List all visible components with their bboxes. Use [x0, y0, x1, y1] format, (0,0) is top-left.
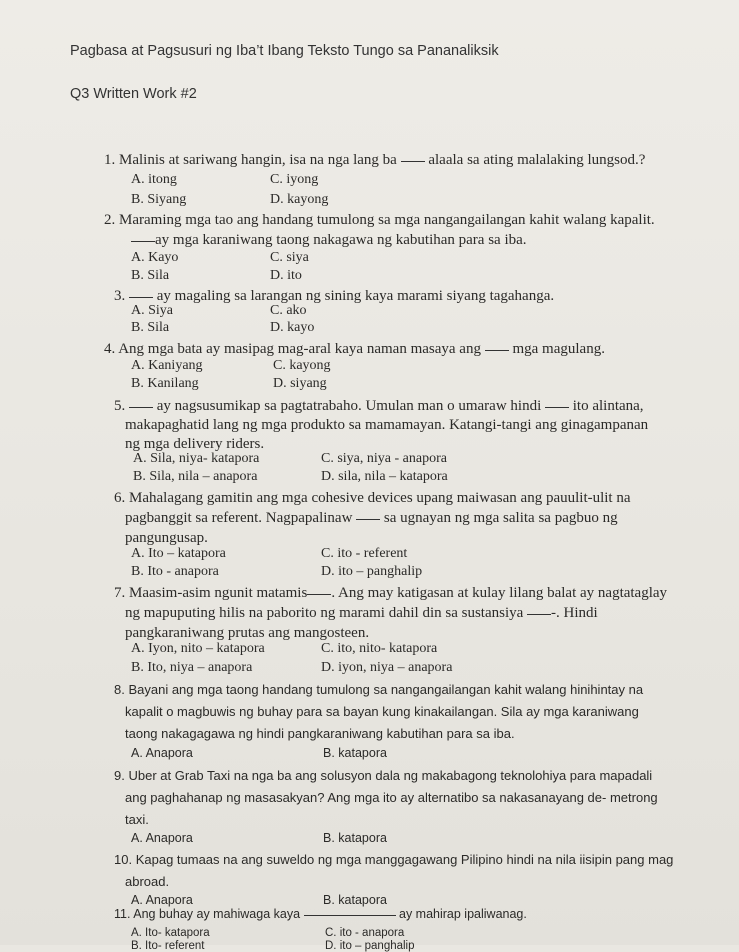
- question-6: [114, 488, 704, 508]
- question-2-line2: [131, 230, 691, 250]
- option-c: C. kayong: [273, 358, 331, 373]
- question-text: Malinis at sariwang hangin, isa na nga lang ba: [119, 152, 397, 168]
- question-text: ito alintana,: [572, 398, 644, 414]
- option-c: C. ito, nito- katapora: [321, 641, 438, 656]
- option-a: A. Siya: [131, 303, 173, 318]
- option-d: D. sila, nila – katapora: [321, 469, 448, 484]
- question-1: [104, 150, 694, 170]
- option-b: B. Ito, niya – anapora: [131, 660, 253, 675]
- question-7-line2: [125, 603, 705, 623]
- question-text: Ang buhay ay mahiwaga kaya: [133, 907, 301, 921]
- question-text: Maasim-asim ngunit matamis: [129, 585, 308, 601]
- option-d: D. ito – panghalip: [321, 564, 423, 579]
- option-c: C. ako: [270, 303, 307, 318]
- answer-blank: [545, 406, 569, 408]
- question-3: [114, 286, 704, 306]
- answer-blank: [356, 518, 380, 520]
- question-9-line3: taxi.: [125, 812, 149, 827]
- option-c: C. iyong: [270, 172, 319, 187]
- question-5-line3: ng mga delivery riders.: [125, 436, 265, 452]
- answer-blank: [304, 914, 396, 916]
- question-text: ay magaling sa larangan ng sining kaya marami siyang tagahanga.: [156, 288, 555, 304]
- answer-blank: [129, 296, 153, 298]
- option-d: D. iyon, niya – anapora: [321, 660, 453, 675]
- question-number: 11.: [114, 907, 131, 921]
- option-b: B. katapora: [323, 831, 387, 845]
- question-text: Uber at Grab Taxi na nga ba ang solusyon dala ng makabagong teknolohiya para mapadali: [128, 768, 653, 783]
- option-a: A. Kayo: [131, 250, 179, 265]
- question-number: 2.: [104, 212, 116, 228]
- question-4: [104, 339, 694, 359]
- question-8: [114, 679, 714, 701]
- option-a: A. Iyon, nito – katapora: [131, 641, 265, 656]
- question-number: 6.: [114, 490, 126, 506]
- option-b: B. Ito - anapora: [131, 564, 219, 579]
- question-number: 9.: [114, 768, 125, 783]
- question-number: 7.: [114, 585, 126, 601]
- question-8-line2: kapalit o magbuwis ng buhay para sa bayan kung kinakailangan. Sila ay mga karaniwang: [125, 704, 639, 719]
- question-9-line2: ang paghahanap ng masasakyan? Ang mga ito ay alternatibo sa nakasanayang de- metrong: [125, 790, 658, 805]
- page-title: Pagbasa at Pagsusuri ng Iba’t Ibang Teksto Tungo sa Pananaliksik: [70, 43, 499, 59]
- option-b: B. Sila: [131, 320, 170, 335]
- option-b: B. Ito- referent: [131, 940, 205, 952]
- option-a: A. Sila, niya- katapora: [133, 451, 260, 466]
- question-5-line2: makapaghatid lang ng mga produkto sa mamamayan. Katangi-tangi ang ginagampanan: [125, 417, 649, 433]
- question-number: 8.: [114, 682, 125, 697]
- question-5: [114, 396, 704, 416]
- question-7-line3: pangkaraniwang prutas ang mangosteen.: [125, 625, 370, 641]
- option-a: A. Anapora: [131, 893, 193, 907]
- option-c: C. siya: [270, 250, 309, 265]
- option-b: B. katapora: [323, 746, 387, 760]
- option-a: A. Ito- katapora: [131, 927, 210, 939]
- answer-blank: [401, 160, 425, 162]
- option-d: D. kayong: [270, 192, 329, 207]
- page-subtitle: Q3 Written Work #2: [70, 86, 197, 102]
- question-11: [114, 905, 714, 923]
- option-a: A. Anapora: [131, 831, 193, 845]
- question-10-line2: abroad.: [125, 874, 170, 889]
- question-number: 1.: [104, 152, 116, 168]
- option-b: B. katapora: [323, 893, 387, 907]
- question-text: ay mga karaniwang taong nakagawa ng kabutihan para sa iba.: [155, 232, 527, 248]
- question-10: [114, 849, 714, 871]
- answer-blank: [131, 240, 155, 242]
- answer-blank: [307, 593, 331, 595]
- question-text: . Ang may katigasan at kulay lilang balat ay nagtataglay: [331, 585, 668, 601]
- question-number: 5.: [114, 398, 126, 414]
- answer-blank: [527, 613, 551, 615]
- question-text: alaala sa ating malalaking lungsod.?: [428, 152, 646, 168]
- question-8-line3: taong nakagagawa ng hindi pangkaraniwang kabutihan para sa iba.: [125, 726, 515, 741]
- question-6-line3: pangungusap.: [125, 530, 208, 546]
- option-d: D. kayo: [270, 320, 315, 335]
- option-b: B. Kanilang: [131, 376, 199, 391]
- question-text: Mahalagang gamitin ang mga cohesive devices upang maiwasan ang pauulit-ulit na: [129, 490, 631, 506]
- option-a: A. Ito – katapora: [131, 546, 226, 561]
- question-text: ay nagsusumikap sa pagtatrabaho. Umulan man o umaraw hindi: [156, 398, 542, 414]
- option-a: A. Anapora: [131, 746, 193, 760]
- question-number: 4.: [104, 341, 116, 357]
- answer-blank: [485, 349, 509, 351]
- question-text: Ang mga bata ay masipag mag-aral kaya naman masaya ang: [118, 341, 481, 357]
- question-text: ay mahirap ipaliwanag.: [399, 907, 527, 921]
- question-text: mga magulang.: [512, 341, 605, 357]
- option-b: B. Siyang: [131, 192, 187, 207]
- option-a: A. itong: [131, 172, 177, 187]
- question-text: ng mapuputing hilis na paborito ng marami dahil din sa sustansiya: [125, 605, 524, 621]
- question-2: [104, 210, 694, 230]
- option-c: C. siya, niya - anapora: [321, 451, 447, 466]
- question-number: 3.: [114, 288, 126, 304]
- question-9: [114, 765, 714, 787]
- option-c: C. ito - referent: [321, 546, 408, 561]
- option-b: B. Sila: [131, 268, 170, 283]
- question-text: sa ugnayan ng mga salita sa pagbuo ng: [383, 510, 618, 526]
- option-d: D. siyang: [273, 376, 327, 391]
- option-c: C. ito - anapora: [325, 927, 405, 939]
- answer-blank: [129, 406, 153, 408]
- question-text: Maraming mga tao ang handang tumulong sa mga nangangailangan kahit walang kapalit.: [119, 212, 655, 228]
- question-7: [114, 583, 714, 603]
- question-text: pagbanggit sa referent. Nagpapalinaw: [125, 510, 353, 526]
- option-d: D. ito: [270, 268, 302, 283]
- option-b: B. Sila, nila – anapora: [133, 469, 258, 484]
- question-text: Bayani ang mga taong handang tumulong sa nangangailangan kahit walang hinihintay na: [128, 682, 644, 697]
- question-number: 10.: [114, 852, 133, 867]
- question-text: -. Hindi: [551, 605, 598, 621]
- option-a: A. Kaniyang: [131, 358, 203, 373]
- question-text: Kapag tumaas na ang suweldo ng mga manggagawang Pilipino hindi na nila iisipin pang mag: [135, 852, 674, 867]
- question-6-line2: [125, 508, 705, 528]
- option-d: D. ito – panghalip: [325, 940, 415, 952]
